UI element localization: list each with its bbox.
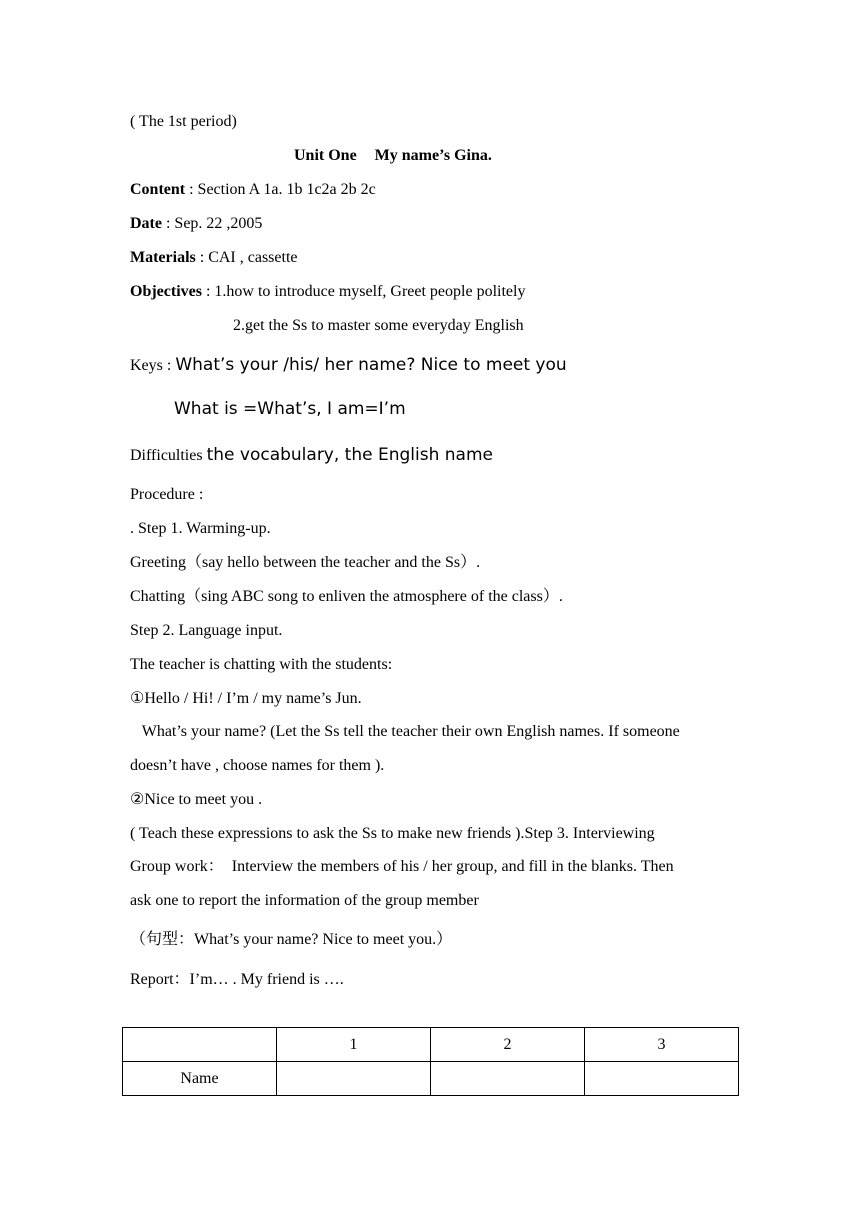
unit-title <box>294 146 492 166</box>
procedure-line: doesn’t have , choose names for them ). <box>130 757 385 774</box>
procedure-line: ①Hello / Hi! / I’m / my name’s Jun. <box>130 690 362 707</box>
objectives-value-1: : 1.how to introduce myself, Greet people politely <box>201 283 526 300</box>
keys-value-1: What’s your /his/ her name? Nice to meet you <box>175 355 567 375</box>
table-row <box>123 1062 739 1096</box>
interview-table <box>122 1027 739 1096</box>
table-header-cell: 1 <box>277 1028 431 1062</box>
keys-line-2: What is =What’s, I am=I’m <box>174 399 406 419</box>
content-line <box>130 180 376 200</box>
table-header-cell: 3 <box>585 1028 739 1062</box>
difficulties-value: the vocabulary, the English name <box>206 445 493 465</box>
lesson-title: My name’s Gina. <box>374 147 492 164</box>
keys-label: Keys : <box>130 357 176 374</box>
procedure-line: The teacher is chatting with the students: <box>130 656 393 673</box>
name-cell <box>585 1062 739 1096</box>
procedure-line: ( Teach these expressions to ask the Ss to make new friends ).Step 3. Interviewing <box>130 825 655 842</box>
difficulties-label: Difficulties <box>130 447 207 464</box>
procedure-line: Greeting（say hello between the teacher and the Ss）. <box>130 554 481 571</box>
procedure-line: What’s your name? (Let the Ss tell the teacher their own English names. If someone <box>130 723 680 740</box>
date-value: : Sep. 22 ,2005 <box>161 215 263 232</box>
procedure-line: （句型：What’s your name? Nice to meet you.） <box>130 931 453 948</box>
materials-label: Materials <box>130 249 196 266</box>
procedure-line: ask one to report the information of the group member <box>130 892 479 909</box>
unit-number: Unit One <box>294 147 357 164</box>
objectives-line <box>130 282 525 302</box>
name-row-label: Name <box>123 1062 277 1096</box>
content-label: Content <box>130 181 186 198</box>
procedure-line: ②Nice to meet you . <box>130 791 263 808</box>
objectives-line-2: 2.get the Ss to master some everyday English <box>233 317 524 334</box>
procedure-line: Report：I’m… . My friend is …. <box>130 971 344 988</box>
table-header-cell: 2 <box>431 1028 585 1062</box>
procedure-line: Chatting（sing ABC song to enliven the atmosphere of the class）. <box>130 588 563 605</box>
procedure-line: Group work： Interview the members of his / her group, and fill in the blanks. Then <box>130 858 674 875</box>
procedure-heading: Procedure : <box>130 486 204 503</box>
name-cell <box>431 1062 585 1096</box>
procedure-line: Step 2. Language input. <box>130 622 283 639</box>
name-cell <box>277 1062 431 1096</box>
content-value: : Section A 1a. 1b 1c2a 2b 2c <box>185 181 376 198</box>
materials-value: : CAI , cassette <box>195 249 298 266</box>
difficulties-line <box>130 445 493 466</box>
period-line: ( The 1st period) <box>130 113 237 130</box>
table-header-row <box>123 1028 739 1062</box>
keys-line <box>130 355 567 376</box>
materials-line <box>130 248 298 268</box>
date-label: Date <box>130 215 162 232</box>
table-header-cell <box>123 1028 277 1062</box>
objectives-label: Objectives <box>130 283 202 300</box>
procedure-line: . Step 1. Warming-up. <box>130 520 271 537</box>
date-line <box>130 214 262 234</box>
